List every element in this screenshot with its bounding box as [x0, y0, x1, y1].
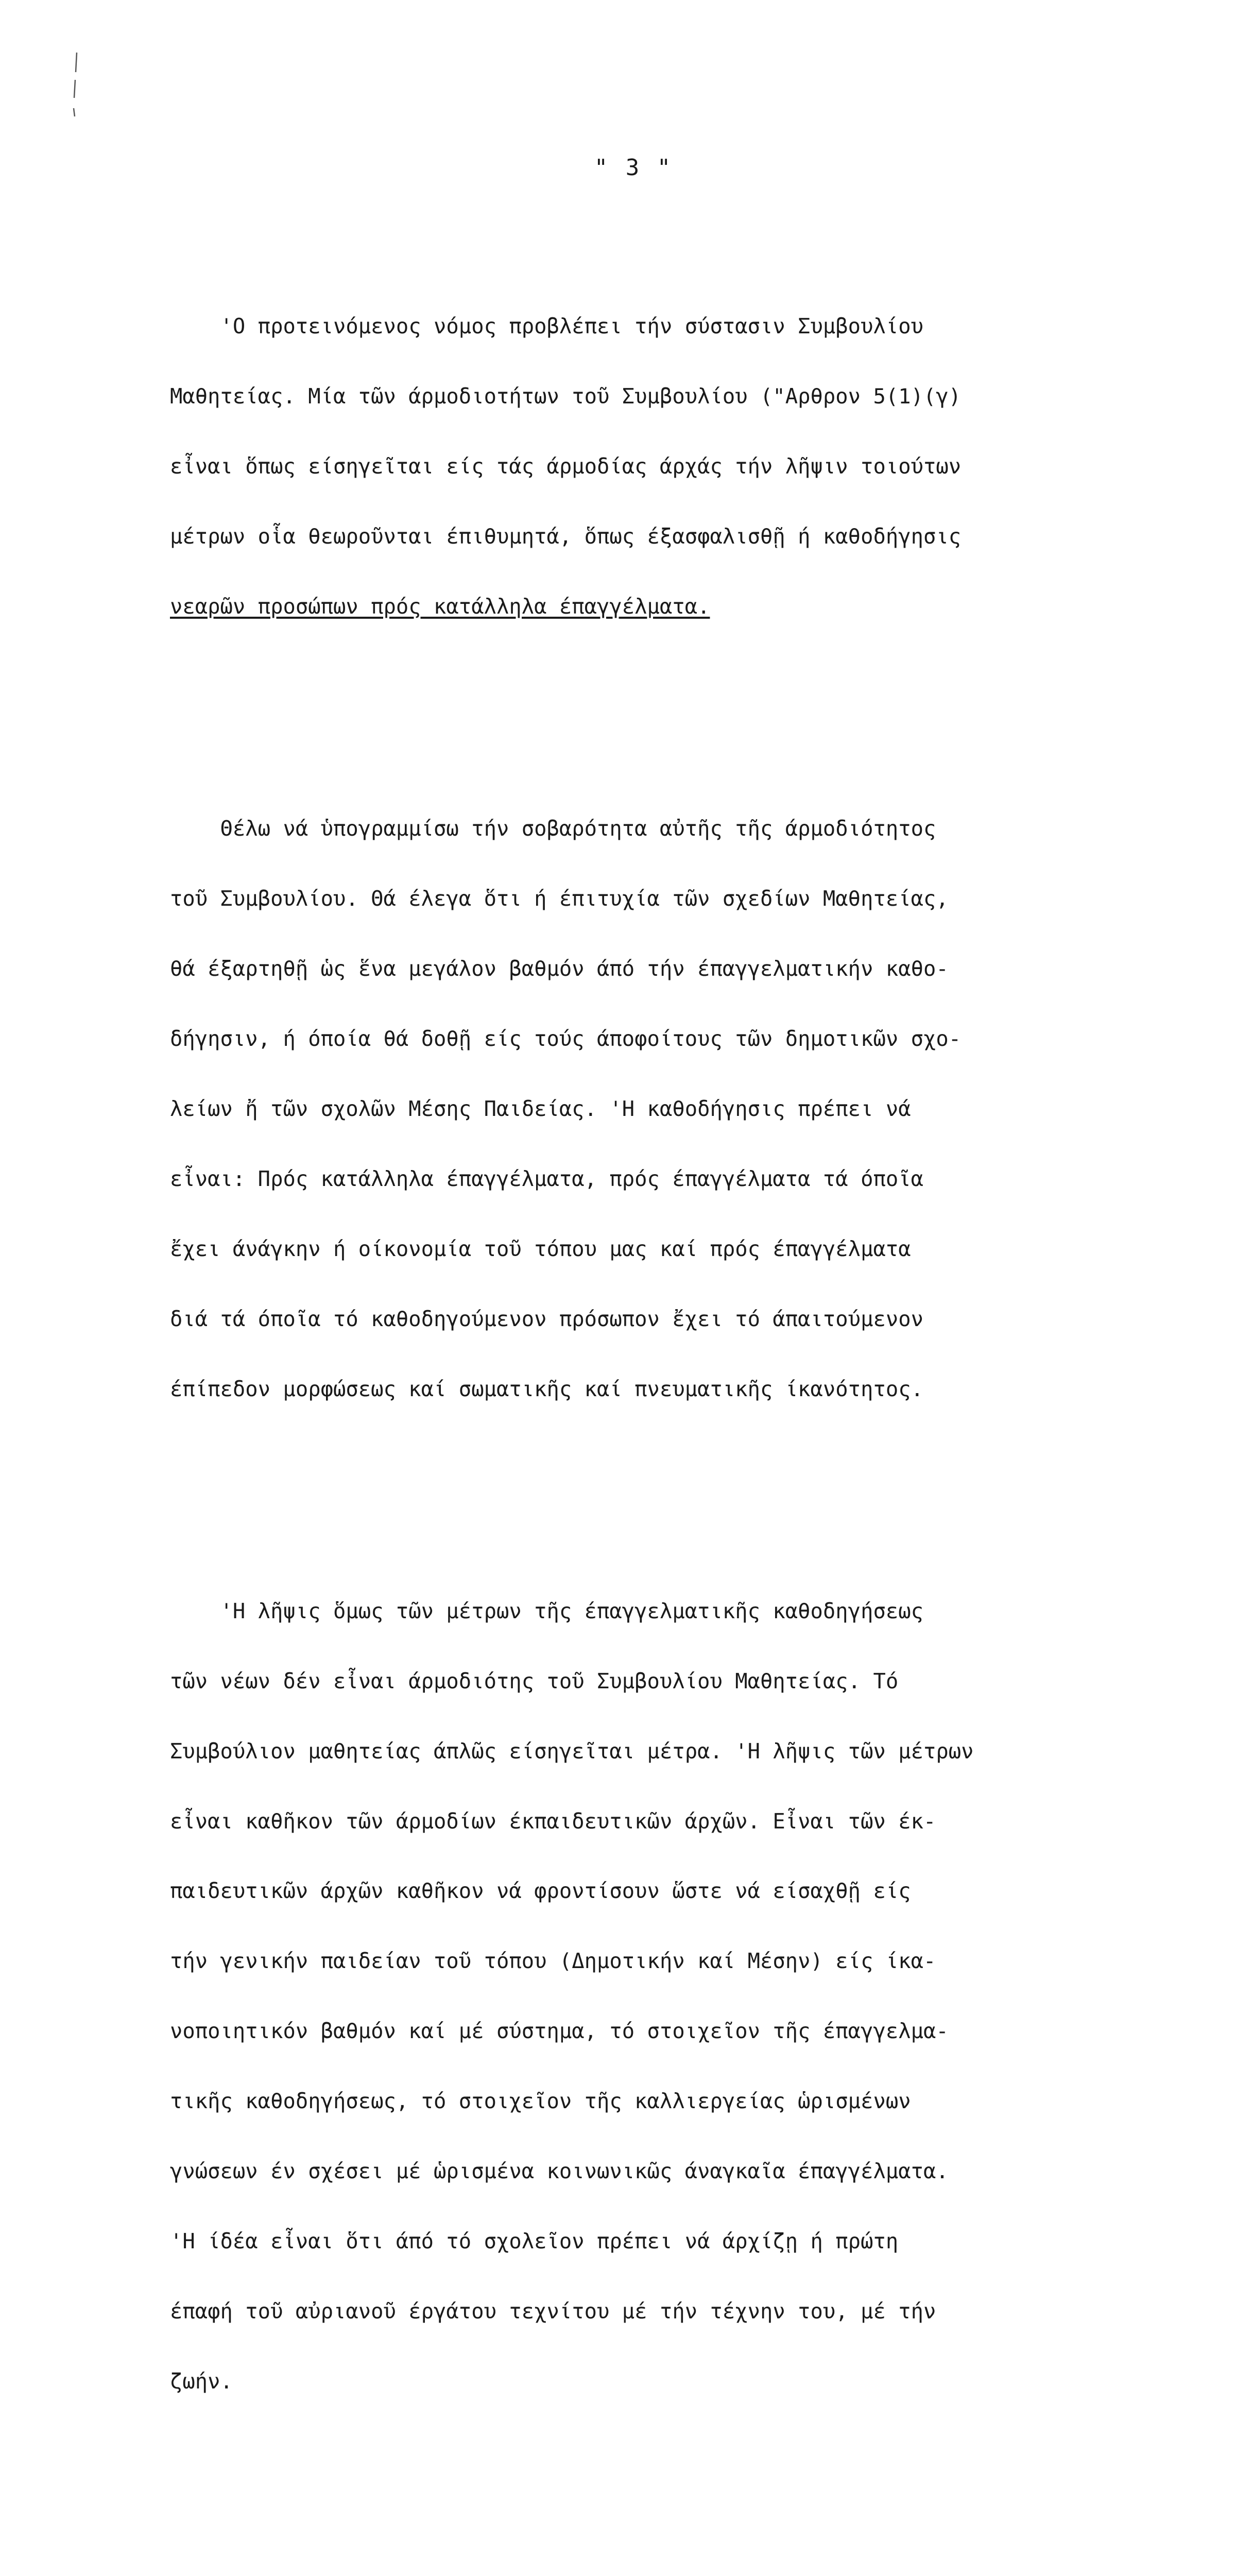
underlined-text-line: νεαρῶν προσώπων πρός κατάλληλα έπαγγέλματα.	[170, 595, 1174, 618]
text-line: εἶναι: Πρός κατάλληλα έπαγγέλματα, πρός έπαγγέλματα τά όποῖα	[170, 1167, 1174, 1191]
text-line: τῶν νέων δέν εἶναι άρμοδιότης τοῦ Συμβουλίου Μαθητείας. Τό	[170, 1670, 1174, 1693]
text-line: ἔχει άνάγκην ή οίκονομία τοῦ τόπου μας καί πρός έπαγγέλματα	[170, 1238, 1174, 1261]
text-line: 'Η ίδέα εἶναι ὅτι άπό τό σχολεῖον πρέπει νά άρχίζῃ ή πρώτη	[170, 2230, 1174, 2253]
text-line: λείων ἤ τῶν σχολῶν Μέσης Παιδείας. 'Η καθοδήγησις πρέπει νά	[170, 1097, 1174, 1121]
text-line: τοῦ Συμβουλίου. Θά έλεγα ὅτι ή έπιτυχία τῶν σχεδίων Μαθητείας,	[170, 887, 1174, 910]
text-line: Θέλω νά ὑπογραμμίσω τήν σοβαρότητα αὐτῆς τῆς άρμοδιότητος	[170, 817, 1174, 840]
pencil-margin-mark	[72, 52, 79, 118]
text-line: Συμβούλιον μαθητείας άπλῶς είσηγεῖται μέτρα. 'Η λῆψις τῶν μέτρων	[170, 1740, 1174, 1763]
text-line: παιδευτικῶν άρχῶν καθῆκον νά φροντίσουν ὥστε νά είσαχθῇ είς	[170, 1879, 1174, 1903]
text-line: μέτρων οἷα θεωροῦνται έπιθυμητά, ὅπως έξασφαλισθῇ ή καθοδήγησις	[170, 525, 1174, 548]
page-number: " 3 "	[592, 155, 675, 181]
text-line: 'Η λῆψις ὅμως τῶν μέτρων τῆς έπαγγελματικῆς καθοδηγήσεως	[170, 1600, 1174, 1623]
paragraph-1	[170, 268, 1174, 665]
text-line: τικῆς καθοδηγήσεως, τό στοιχεῖον τῆς καλλιεργείας ὡρισμένων	[170, 2090, 1174, 2113]
text-line: έπαφή τοῦ αὐριανοῦ έργάτου τεχνίτου μέ τήν τέχνην του, μέ τήν	[170, 2300, 1174, 2323]
paragraph-3	[170, 1553, 1174, 2439]
text-line: νοποιητικόν βαθμόν καί μέ σύστημα, τό στοιχεῖον τῆς έπαγγελμα-	[170, 2020, 1174, 2043]
text-line: έπίπεδον μορφώσεως καί σωματικῆς καί πνευματικῆς ίκανότητος.	[170, 1378, 1174, 1401]
text-line: τήν γενικήν παιδείαν τοῦ τόπου (Δημοτικήν καί Μέσην) είς ίκα-	[170, 1950, 1174, 1973]
text-line: θά έξαρτηθῇ ὡς ἕνα μεγάλον βαθμόν άπό τήν έπαγγελματικήν καθο-	[170, 957, 1174, 980]
text-line: Μαθητείας. Μία τῶν άρμοδιοτήτων τοῦ Συμβουλίου ("Αρθρον 5(1)(γ)	[170, 385, 1174, 408]
text-line: ζωήν.	[170, 2370, 1174, 2393]
text-line: εἶναι ὅπως είσηγεῖται είς τάς άρμοδίας άρχάς τήν λῆψιν τοιούτων	[170, 455, 1174, 478]
text-line: 'Ο προτεινόμενος νόμος προβλέπει τήν σύστασιν Συμβουλίου	[170, 315, 1174, 338]
text-line: διά τά όποῖα τό καθοδηγούμενον πρόσωπον ἔχει τό άπαιτούμενον	[170, 1308, 1174, 1331]
text-line: εἶναι καθῆκον τῶν άρμοδίων έκπαιδευτικῶν άρχῶν. Εἶναι τῶν έκ-	[170, 1810, 1174, 1833]
paragraph-2	[170, 771, 1174, 1448]
paragraph-4	[170, 2546, 1174, 2576]
document-body	[170, 198, 1174, 2576]
text-line: δήγησιν, ή όποία θά δοθῇ είς τούς άποφοίτους τῶν δημοτικῶν σχο-	[170, 1027, 1174, 1050]
text-line: γνώσεων έν σχέσει μέ ὡρισμένα κοινωνικῶς άναγκαῖα έπαγγέλματα.	[170, 2160, 1174, 2183]
